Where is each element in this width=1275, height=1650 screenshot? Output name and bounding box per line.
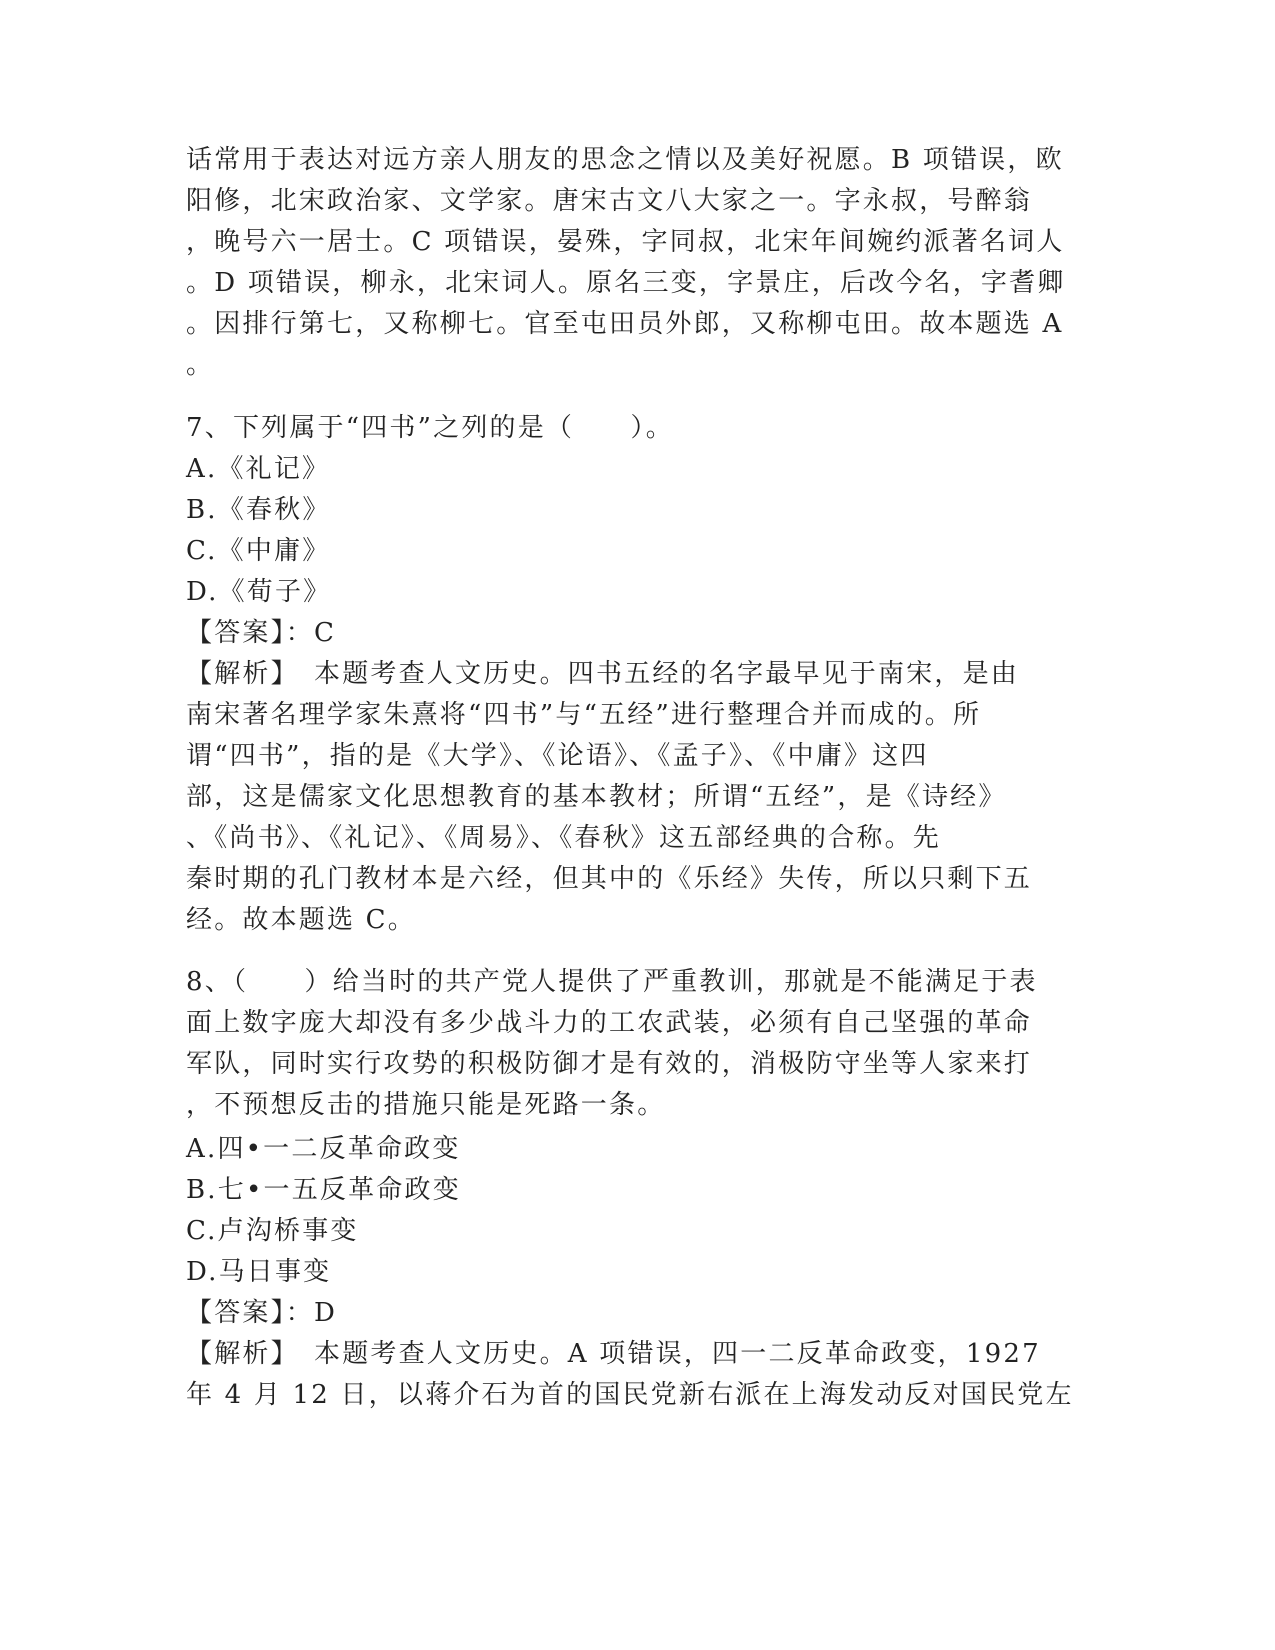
- q8-question-line: ，不预想反击的措施只能是死路一条。: [186, 1090, 666, 1120]
- q7-explanation-line: 、《尚书》、《礼记》、《周易》、《春秋》这五部经典的合称。先: [186, 823, 942, 853]
- q7-explanation-line: 南宋著名理学家朱熹将“四书”与“五经”进行整理合并而成的。所: [186, 700, 982, 730]
- q8-option-d: D.马日事变: [186, 1257, 332, 1287]
- q7-answer: 【答案】：C: [186, 618, 337, 648]
- prev-explanation-line: 。: [186, 350, 215, 380]
- prev-explanation-line: 阳修，北宋政治家、文学家。唐宋古文八大家之一。字永叔，号醉翁: [186, 186, 1033, 216]
- q8-explanation-line: 年 4 月 12 日，以蒋介石为首的国民党新右派在上海发动反对国民党左: [186, 1380, 1074, 1410]
- q7-option-d: D.《荀子》: [186, 577, 332, 607]
- q7-explanation-line: 部，这是儒家文化思想教育的基本教材；所谓“五经”，是《诗经》: [186, 782, 1007, 812]
- q8-option-c: C.卢沟桥事变: [186, 1216, 359, 1246]
- prev-explanation-line: 。D 项错误，柳永，北宋词人。原名三变，字景庄，后改今名，字耆卿: [186, 268, 1066, 298]
- q7-explanation-line: 【解析】 本题考查人文历史。四书五经的名字最早见于南宋，是由: [186, 659, 1020, 689]
- prev-explanation-line: ，晚号六一居士。C 项错误，晏殊，字同叔，北宋年间婉约派著名词人: [186, 227, 1065, 257]
- q8-answer: 【答案】：D: [186, 1298, 338, 1328]
- q7-option-b: B.《春秋》: [186, 495, 331, 525]
- q7-option-c: C.《中庸》: [186, 536, 331, 566]
- q7-explanation-line: 谓“四书”，指的是《大学》、《论语》、《孟子》、《中庸》这四: [186, 741, 929, 771]
- q8-question-line: 面上数字庞大却没有多少战斗力的工农武装，必须有自己坚强的革命: [186, 1008, 1033, 1038]
- q7-explanation-line: 秦时期的孔门教材本是六经，但其中的《乐经》失传，所以只剩下五: [186, 864, 1033, 894]
- q7-explanation-line: 经。故本题选 C。: [186, 905, 416, 935]
- q8-explanation-line: 【解析】 本题考查人文历史。A 项错误，四一二反革命政变，1927: [186, 1339, 1041, 1369]
- q7-question: 7、下列属于“四书”之列的是（ ）。: [186, 413, 674, 443]
- q8-option-a: A.四•一二反革命政变: [186, 1134, 461, 1164]
- q7-option-a: A.《礼记》: [186, 454, 331, 484]
- q8-option-b: B.七•一五反革命政变: [186, 1175, 461, 1205]
- prev-explanation-line: 。因排行第七，又称柳七。官至屯田员外郎，又称柳屯田。故本题选 A: [186, 309, 1064, 339]
- q8-question-line: 军队，同时实行攻势的积极防御才是有效的，消极防守坐等人家来打: [186, 1049, 1033, 1079]
- prev-explanation-line: 话常用于表达对远方亲人朋友的思念之情以及美好祝愿。B 项错误，欧: [186, 145, 1064, 175]
- q8-question-line: 8、（ ）给当时的共产党人提供了严重教训，那就是不能满足于表: [186, 967, 1038, 997]
